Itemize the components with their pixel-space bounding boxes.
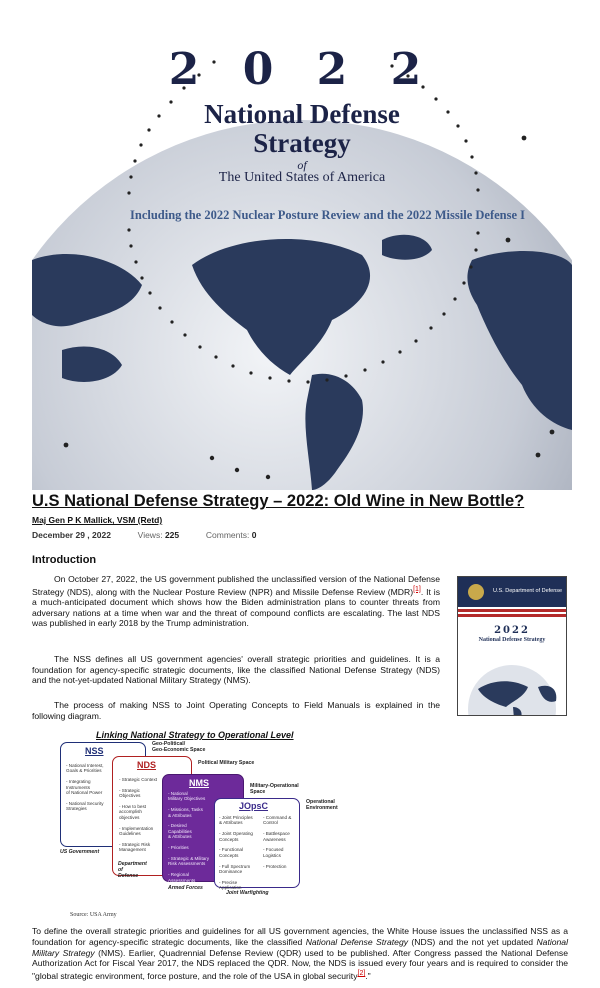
strategy-diagram (56, 730, 346, 905)
author-link[interactable]: Maj Gen P K Mallick, VSM (Retd) (32, 515, 163, 525)
comments-label: Comments: (205, 530, 250, 540)
footnote-link-1[interactable]: [1] (413, 585, 421, 593)
cover-year: 2 0 2 2 (168, 44, 436, 95)
views-count: 225 (164, 530, 180, 540)
nds-box: NDS - Strategic Context - Strategic Objectives - How to best accomplish objectives - Implementation Guidelines - Strategic Risk Management (112, 756, 192, 876)
cover-country: The United States of America (218, 170, 386, 185)
section-heading-introduction: Introduction (32, 554, 97, 566)
cover-thumb-year: 2022 (494, 625, 530, 636)
article-meta (32, 530, 256, 540)
label-political-military: Political Military Space (198, 760, 255, 766)
article-date: December 29 , 2022 (32, 530, 111, 540)
label-armed-forces: Armed Forces (168, 885, 203, 891)
views-label: Views: (137, 530, 163, 540)
diagram-source: Source: USA Army (70, 912, 117, 918)
cover-including-line: Including the 2022 Nuclear Posture Review and the 2022 Missile Defense I (130, 208, 526, 222)
label-department-of-defense: Department of Defense (118, 861, 147, 879)
paragraph-1: On October 27, 2022, the US government published the unclassified version of the National Defense Strategy (NDS), along with the Nuclear Posture Review (NPR) and Missile Defense Review (MDR)[1]. It is a much-anticipated document which shows how the Biden administration plans to counter threats from adversary nations at a time when war and the threat of compound conflicts are escalating. The last NDS was published in early 2018 by the Trump administration. (32, 574, 440, 629)
jopsc-box: JOpsC - Joint Principles & Attributes - Joint Operating Concepts - Functional Concepts - Full Spectrum Dominance - Precise Application - Command & Control - Battlespace Awareness - Focused Logistics - Protection (214, 798, 300, 888)
label-us-government: US Government (60, 849, 100, 855)
cover-dept: U.S. Department of Defense (493, 588, 563, 594)
cover-title-line2: Strategy (253, 128, 351, 158)
footnote-link-2[interactable]: [2] (357, 970, 366, 978)
label-military-operational: Military-Operational Space (250, 783, 299, 795)
paragraph-3: The process of making NSS to Joint Operating Concepts to Field Manuals is explained in the following diagram. (32, 700, 440, 721)
article-title[interactable]: U.S National Defense Strategy – 2022: Old Wine in New Bottle? (32, 492, 525, 510)
nss-box: NSS - National Interest, Goals & Priorities - Integrating Instruments of National Power - National Security Strategies (60, 742, 146, 847)
cover-thumb-title: National Defense Strategy (478, 637, 546, 643)
nms-box: NMS - National Military Objectives - Missions, Tasks & Attributes - Desired Capabilities & Attributes - Priorities - Strategic & Military Risk Assessments - Regional Assessments (162, 774, 244, 882)
label-joint-warfighting: Joint Warfighting (226, 890, 269, 896)
dod-seal-icon (468, 584, 484, 600)
cover-title-line1: National Defense (204, 99, 400, 129)
paragraph-4: To define the overall strategic priorities and guidelines for all US government agencies, the White House issues the unclassified NSS as a foundation for agency-specific strategic documents, like the classified National Defense Strategy (NDS) and the not yet updated National Military Strategy (NMS). Earlier, Quadrennial Defense Review (QDR) used to be published. After Congress passed the National Defense Authorization Act for Fiscal Year 2017, the NDS replaced the QDR. Now, the NDS is issued every four years and is required to consider the "global strategic environment, force posture, and the role of the USA in global security[2]." (32, 926, 568, 982)
diagram-title: Linking National Strategy to Operational Level (96, 730, 294, 740)
hero-banner (32, 30, 572, 490)
comments-count: 0 (251, 530, 257, 540)
cover-globe-graphic (458, 649, 566, 716)
paragraph-2: The NSS defines all US government agencies' overall strategic priorities and guidelines. It is a foundation for agency-specific strategic documents, like the classified National Defense Strategy (NDS) and the not-yet-updated National Military Strategy (NMS). (32, 654, 440, 686)
nds-cover-thumbnail (457, 576, 567, 716)
label-operational-environment: Operational Environment (306, 799, 338, 811)
label-geo-space: Geo-Political/ Geo-Economic Space (152, 741, 206, 753)
cover-of: of (297, 158, 307, 172)
